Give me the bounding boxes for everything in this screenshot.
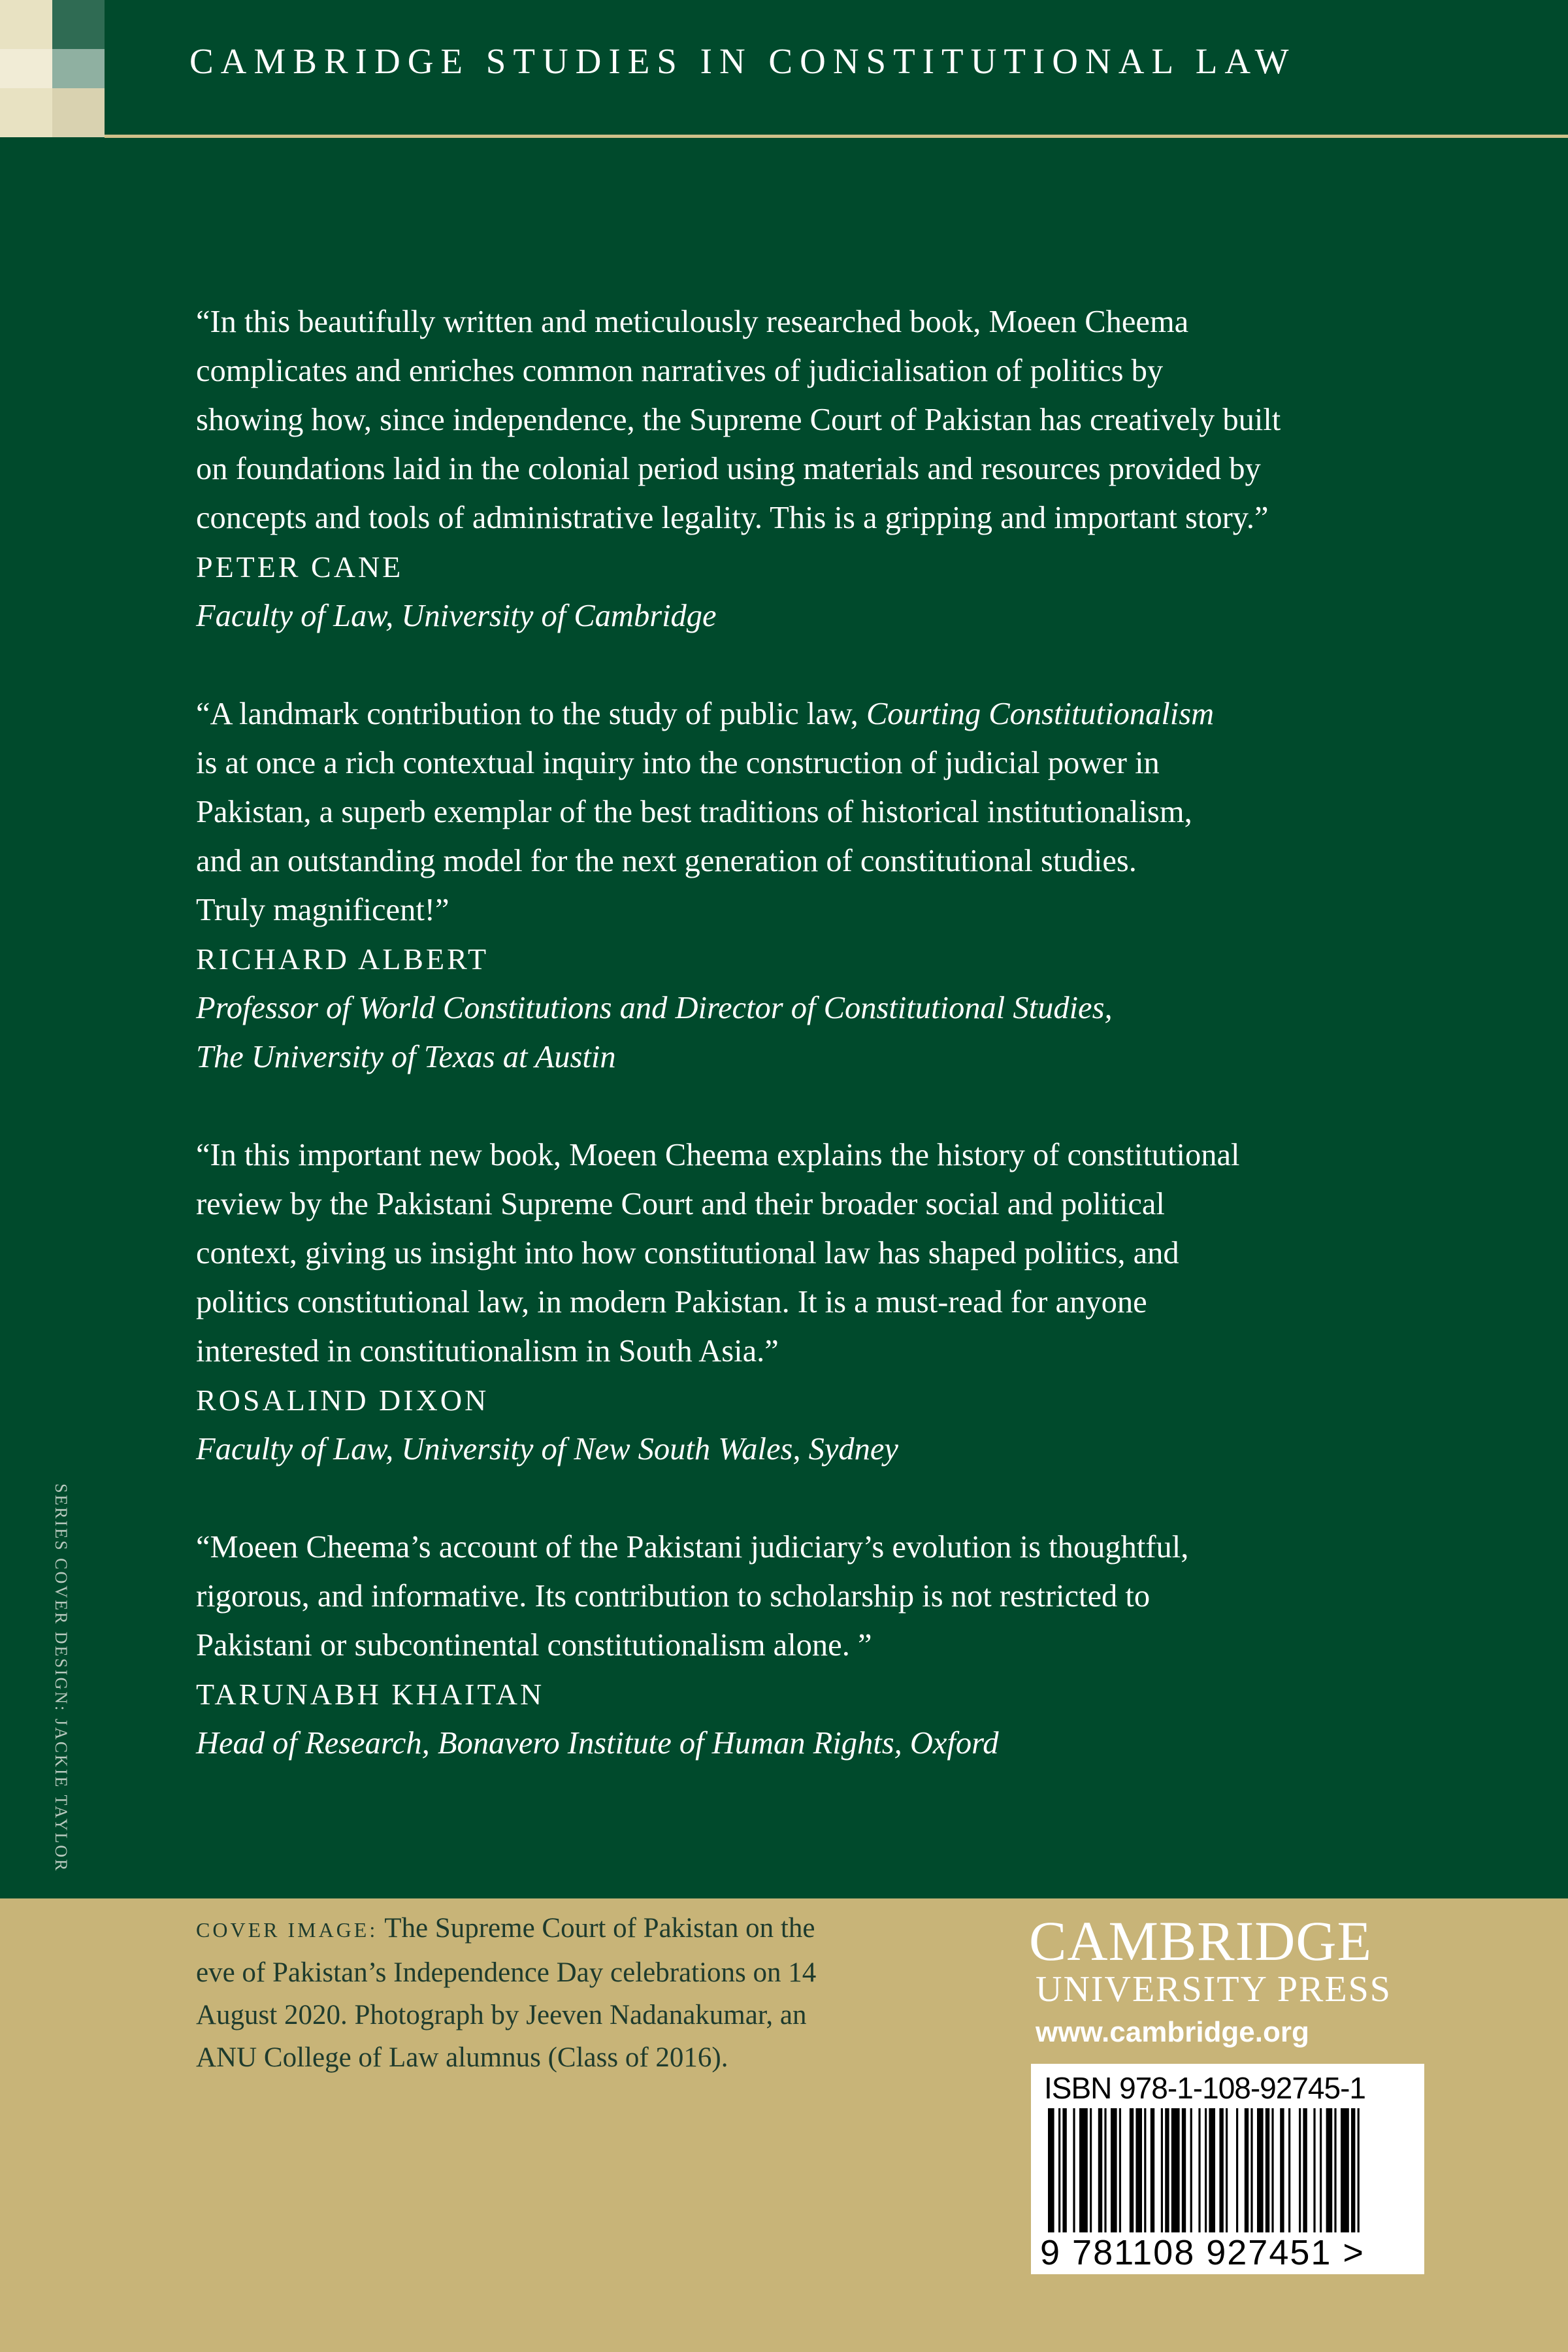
barcode-bar — [1062, 2108, 1066, 2232]
barcode-bar — [1090, 2108, 1092, 2232]
book-title: Courting Constitutionalism — [866, 697, 1215, 731]
barcode-bar — [1048, 2108, 1054, 2232]
barcode-bar — [1250, 2108, 1252, 2232]
barcode-bar — [1182, 2108, 1186, 2232]
barcode-bar — [1209, 2108, 1215, 2232]
barcode-bar — [1205, 2108, 1207, 2232]
isbn-label: ISBN 978-1-108-92745-1 — [1044, 2071, 1365, 2105]
endorsement-affiliation: Professor of World Constitutions and Director of Constitutional Studies, The University of Texas at Austin — [196, 991, 1113, 1074]
header-tile-light — [0, 0, 52, 49]
barcode-bar — [1313, 2108, 1315, 2232]
endorsement-quote — [196, 689, 1437, 935]
barcode-bar — [1161, 2108, 1163, 2232]
barcode-bar — [1079, 2108, 1088, 2232]
series-title: CAMBRIDGE STUDIES IN CONSTITUTIONAL LAW — [189, 41, 1296, 81]
endorsement-3 — [196, 1131, 1437, 1474]
endorsement-affiliation: Faculty of Law, University of Cambridge — [196, 599, 717, 633]
barcode-bar — [1098, 2108, 1102, 2232]
cover-image-text: The Supreme Court of Pakistan on the eve of Pakistan’s Independence Day celebrations on 14 August 2020. Photograph by Jeeven Nadanakumar, an ANU College of Law alumnus (Class of 2016). — [196, 1913, 817, 2073]
barcode-bar — [1151, 2108, 1154, 2232]
cover-image-caption — [196, 1907, 836, 2079]
endorsement-quote: “In this beautifully written and meticulously researched book, Moeen Cheema complicates and enriches common narratives of judicialisation of politics by showing how, since independence, the Supreme Court of Pakistan has creatively built on foundations laid in the colonial period using materials and resources provided by concepts and tools of administrative legality. This is a gripping and important story.” — [196, 305, 1281, 535]
barcode-bar — [1219, 2108, 1223, 2232]
barcode — [1031, 2064, 1424, 2274]
barcode-bar — [1135, 2108, 1142, 2232]
barcode-bar — [1266, 2108, 1269, 2232]
barcode-bar — [1288, 2108, 1290, 2232]
endorsement-4 — [196, 1523, 1437, 1768]
barcode-bar — [1190, 2108, 1192, 2232]
endorsements — [196, 297, 1437, 1817]
header-rule — [105, 135, 1568, 138]
endorsement-author: TARUNABH KHAITAN — [196, 1678, 545, 1711]
endorsement-author: PETER CANE — [196, 550, 404, 584]
endorsement-author: ROSALIND DIXON — [196, 1383, 489, 1417]
barcode-bar — [1334, 2108, 1336, 2232]
barcode-bar — [1280, 2108, 1284, 2232]
cover-image-label: COVER IMAGE: — [196, 1918, 378, 1942]
quote-text-end: is at once a rich contextual inquiry into the construction of judicial power in Pakistan, a superb exemplar of the best traditions of historical institutionalism, and an outstanding model for the next generation of constitutional studies. Truly magnificent!” — [196, 746, 1192, 927]
barcode-bar — [1299, 2108, 1301, 2232]
barcode-bar — [1236, 2108, 1238, 2232]
barcode-bar — [1245, 2108, 1249, 2232]
endorsement-affiliation: Faculty of Law, University of New South Wales, Sydney — [196, 1432, 898, 1466]
publisher-press: UNIVERSITY PRESS — [1036, 1969, 1392, 2010]
cover-design-credit: SERIES COVER DESIGN: JACKIE TAYLOR — [52, 1483, 71, 1873]
barcode-bar — [1104, 2108, 1106, 2232]
header-tile-dark — [52, 0, 105, 49]
barcode-digits: 9 781108 927451 > — [1040, 2233, 1365, 2272]
barcode-bar — [1144, 2108, 1146, 2232]
barcode-bar — [1326, 2108, 1333, 2232]
header-tile-light-2 — [0, 88, 52, 137]
endorsement-1 — [196, 297, 1437, 640]
header-tile-mid — [52, 49, 105, 88]
barcode-bar — [1198, 2108, 1200, 2232]
endorsement-quote: “Moeen Cheema’s account of the Pakistani judiciary’s evolution is thoughtful, rigorous, and informative. Its contribution to scholarship is not restricted to Pakistani or subcontinental constitutionalism alone. ” — [196, 1530, 1189, 1663]
publisher-url[interactable]: www.cambridge.org — [1036, 2016, 1309, 2048]
barcode-bar — [1358, 2108, 1360, 2232]
barcode-bar — [1271, 2108, 1273, 2232]
barcode-bar — [1073, 2108, 1075, 2232]
barcode-bar — [1226, 2108, 1228, 2232]
barcode-bar — [1320, 2108, 1322, 2232]
barcode-bar — [1351, 2108, 1355, 2232]
barcode-bar — [1171, 2108, 1180, 2232]
barcode-bar — [1111, 2108, 1117, 2232]
barcode-bar — [1303, 2108, 1307, 2232]
publisher-name: CAMBRIDGE — [1029, 1910, 1373, 1972]
barcode-bar — [1257, 2108, 1264, 2232]
barcode-bar — [1058, 2108, 1060, 2232]
barcode-bar — [1130, 2108, 1134, 2232]
barcode-bar — [1165, 2108, 1169, 2232]
barcode-bars — [1045, 2108, 1411, 2232]
barcode-bar — [1119, 2108, 1121, 2232]
barcode-bar — [1341, 2108, 1349, 2232]
quote-text-start: “A landmark contribution to the study of public law, — [196, 697, 866, 731]
header-tile-pale — [0, 49, 52, 88]
endorsement-2 — [196, 689, 1437, 1082]
endorsement-quote: “In this important new book, Moeen Cheema explains the history of constitutional review by the Pakistani Supreme Court and their broader social and political context, giving us insight into how constitutional law has shaped politics, and politics constitutional law, in modern Pakistan. It is a must-read for anyone interested in constitutionalism in South Asia.” — [196, 1138, 1240, 1368]
header-tile-cream — [52, 88, 105, 137]
endorsement-affiliation: Head of Research, Bonavero Institute of Human Rights, Oxford — [196, 1726, 999, 1761]
endorsement-author: RICHARD ALBERT — [196, 942, 489, 976]
